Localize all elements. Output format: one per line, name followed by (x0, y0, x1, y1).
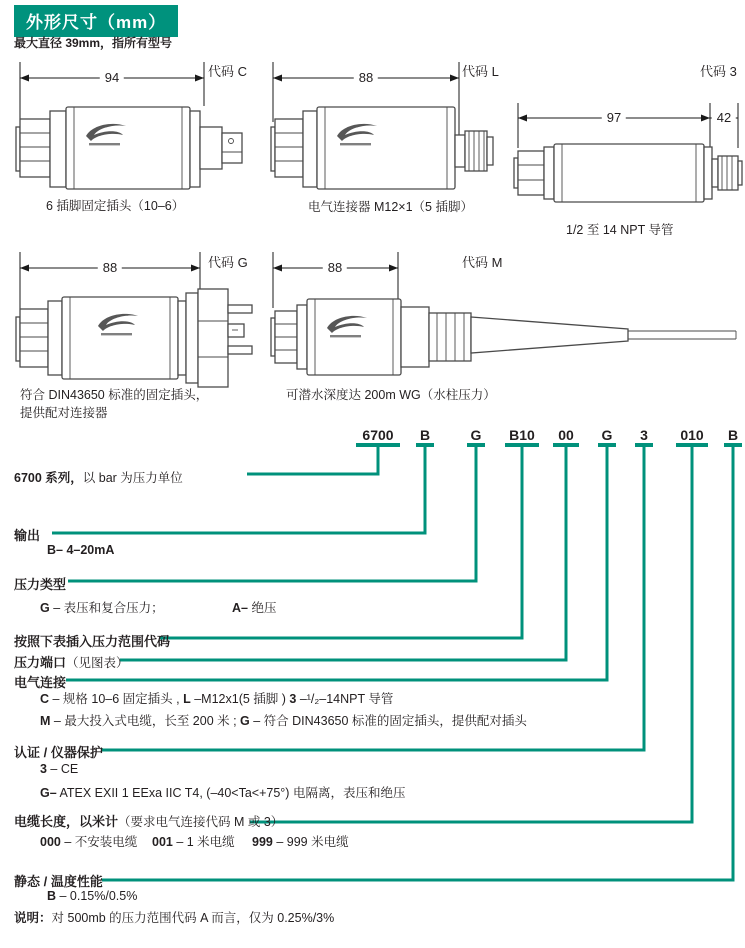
series-bold: 6700 系列， (14, 471, 83, 485)
caption-code-l: 电气连接器 M12×1（5 插脚） (308, 200, 473, 214)
cert-row2 (40, 783, 405, 801)
section-elec-title: 电气连接 (14, 675, 67, 690)
dim-88-l: 88 (354, 70, 378, 85)
series-rest: 以 bar 为压力单位 (82, 471, 183, 485)
cable-999-desc: – 999 米电缆 (272, 835, 349, 849)
section-range-title: 按照下表插入压力范围代码 (14, 634, 171, 649)
cable-title-bold: 电缆长度，以米计 (14, 814, 119, 829)
device-drawing-code-l (271, 62, 493, 189)
section-ptype-title: 压力类型 (14, 577, 67, 592)
section-cert-title: 认证 / 仪器保护 (14, 745, 103, 760)
cable-999-code: 999 (252, 835, 273, 849)
ptype-item-g (40, 598, 164, 616)
cable-000-code: 000 (40, 835, 61, 849)
cable-000-desc: – 不安装电缆 (60, 835, 138, 849)
ptype-item-a (232, 598, 276, 616)
cable-001-desc: – 1 米电缆 (172, 835, 235, 849)
code-l-label: 代码 L (462, 64, 499, 79)
code-m-label: 代码 M (462, 255, 503, 270)
order-code-cable: 010 (680, 427, 704, 443)
section-header-banner (14, 5, 178, 37)
ptype-a-desc: 绝压 (247, 601, 277, 615)
elec-r1-code-l: L (183, 692, 191, 706)
order-code-output: B (419, 427, 431, 443)
elec-row1 (40, 689, 393, 707)
cert-row1 (40, 762, 78, 776)
caption-code-g-line1: 符合 DIN43650 标准的固定插头， (20, 388, 209, 402)
static-code: B (47, 889, 57, 903)
section-port-title (14, 652, 129, 671)
cable-title-rest: （要求电气连接代码 M 或 3） (118, 815, 284, 829)
dim-94: 94 (100, 70, 124, 85)
ptype-a-code: A– (232, 601, 248, 615)
elec-r2-desc-m: – 最大投入式电缆，长至 200 米 ; (50, 714, 241, 728)
section-cable-title (14, 811, 283, 830)
elec-r1-code-c: C (40, 692, 50, 706)
device-drawing-code-c (16, 62, 242, 189)
elec-r2-code-g: G (240, 714, 250, 728)
cable-001-code: 001 (152, 835, 173, 849)
section-series (14, 468, 183, 486)
cable-item-001 (152, 832, 235, 850)
cert-r2-code: G– (40, 786, 57, 800)
note-rest: 对 500mb 的压力范围代码 A 而言，仅为 0.25%/3% (51, 911, 335, 925)
caption-code-c: 6 插脚固定插头（10–6） (46, 199, 185, 213)
dim-42: 42 (712, 110, 736, 125)
code-g-label: 代码 G (208, 255, 248, 270)
dim-88-m: 88 (323, 260, 347, 275)
ptype-g-code: G (40, 601, 50, 615)
dim-97: 97 (602, 110, 626, 125)
ptype-g-desc: – 表压和复合压力； (49, 601, 164, 615)
port-bold: 压力端口 (14, 655, 67, 670)
note-bold: 说明： (14, 911, 52, 925)
order-code-static: B (727, 427, 739, 443)
elec-r1-code-3: 3 (289, 692, 297, 706)
elec-r2-desc-g: – 符合 DIN43650 标准的固定插头，提供配对插头 (249, 714, 527, 728)
order-code-port: 00 (558, 427, 574, 443)
elec-r1-desc-l: –M12x1(5 插脚 ) (190, 692, 290, 706)
dim-88-g: 88 (98, 260, 122, 275)
order-code-ptype: G (470, 427, 482, 443)
order-code-cert: 3 (640, 427, 648, 443)
cert-r1-desc: – CE (46, 762, 79, 776)
elec-r1-desc-3: –¹/₂–14NPT 导管 (296, 692, 394, 706)
cert-r2-desc: ATEX EXII 1 EExa IIC T4, (–40<Ta<+75°) 电隔离，表压和绝压 (56, 786, 406, 800)
cable-item-999 (252, 832, 349, 850)
page-title: 外形尺寸（mm） (14, 5, 178, 37)
static-desc: – 0.15%/0.5% (56, 889, 138, 903)
code-c-label: 代码 C (208, 64, 248, 79)
order-code-elec: G (601, 427, 613, 443)
static-row (47, 889, 137, 903)
note-row (14, 908, 334, 926)
elec-r1-desc-c: – 规格 10–6 固定插头 , (49, 692, 184, 706)
section-static-title: 静态 / 温度性能 (14, 874, 103, 889)
caption-code-3: 1/2 至 14 NPT 导管 (566, 223, 674, 237)
code-3-label: 代码 3 (700, 64, 737, 79)
port-rest: （见图表） (66, 656, 129, 670)
elec-r2-code-m: M (40, 714, 51, 728)
max-diameter-note: 最大直径 39mm，指所有型号 (14, 36, 173, 50)
device-drawing-code-3 (514, 103, 742, 202)
order-code-series: 6700 (362, 427, 394, 443)
cert-r1-code: 3 (40, 762, 47, 776)
cable-item-000 (40, 832, 137, 850)
caption-code-g-line2: 提供配对连接器 (20, 406, 108, 420)
device-drawing-code-g (16, 252, 252, 387)
output-item: B– 4–20mA (47, 543, 115, 557)
elec-row2 (40, 711, 527, 729)
caption-code-m: 可潜水深度达 200m WG（水柱压力） (286, 388, 496, 402)
order-code-range: B10 (509, 427, 535, 443)
section-output-title: 输出 (14, 528, 41, 543)
